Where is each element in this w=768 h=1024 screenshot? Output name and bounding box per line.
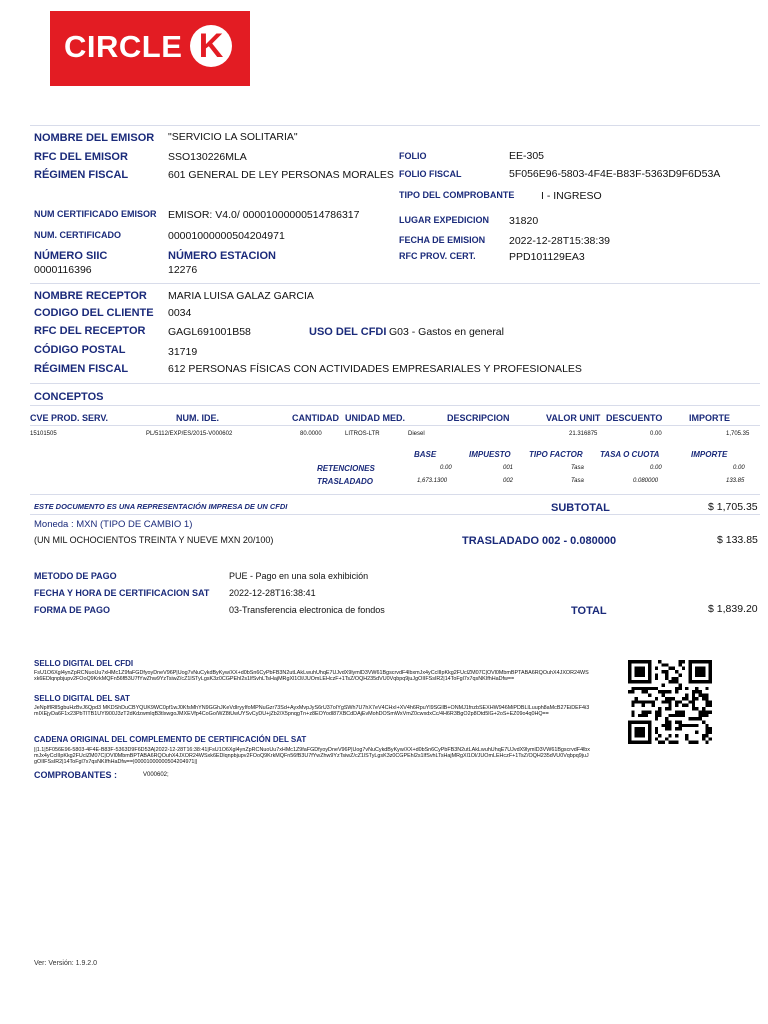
total: $ 1,839.20 xyxy=(708,603,758,615)
receptor-nombre: MARIA LUISA GALAZ GARCIA xyxy=(168,290,314,302)
col-importe: IMPORTE xyxy=(689,413,731,423)
siic: 0000116396 xyxy=(34,264,92,276)
retenciones-impuesto: 001 xyxy=(503,465,514,471)
receptor-nombre-label: NOMBRE RECEPTOR xyxy=(34,290,147,302)
col-valor-unit: VALOR UNIT xyxy=(546,413,601,423)
cell-num-ide: PL/5112/EXP/ES/2015-V000602 xyxy=(146,431,233,437)
receptor-regimen: 612 PERSONAS FÍSICAS CON ACTIVIDADES EMPRESARIALES Y PROFESIONALES xyxy=(168,363,582,375)
retenciones-tasa: 0.00 xyxy=(650,465,662,471)
num-cert-emisor: EMISOR: V4.0/ 00001000000514786317 xyxy=(168,209,360,221)
comprobantes-label: COMPROBANTES : xyxy=(34,770,117,780)
col-cve: CVE PROD. SERV. xyxy=(30,413,109,423)
metodo-pago: PUE - Pago en una sola exhibición xyxy=(229,571,369,581)
receptor-rfc: GAGL691001B58 xyxy=(168,326,251,338)
col-unidad: UNIDAD MED. xyxy=(345,413,405,423)
forma-pago-label: FORMA DE PAGO xyxy=(34,605,110,615)
rfc-prov-label: RFC PROV. CERT. xyxy=(399,251,476,261)
col-num-ide: NUM. IDE. xyxy=(176,413,220,423)
trasladado-tipo: Tasa xyxy=(571,478,584,484)
sello-cfdi-label: SELLO DIGITAL DEL CFDI xyxy=(34,659,134,668)
trasladado-label: TRASLADADO xyxy=(317,477,373,486)
logo-text: CIRCLE xyxy=(64,29,183,64)
emisor-nombre: "SERVICIO LA SOLITARIA" xyxy=(168,131,298,143)
fecha-cert-label: FECHA Y HORA DE CERTIFICACION SAT xyxy=(34,588,210,598)
cell-unidad: LITROS-LTR xyxy=(345,431,380,437)
retenciones-tipo: Tasa xyxy=(571,465,584,471)
folio-fiscal: 5F056E96-5803-4F4E-B83F-5363D9F6D53A xyxy=(509,168,721,180)
lugar-label: LUGAR EXPEDICION xyxy=(399,215,490,225)
emisor-regimen: 601 GENERAL DE LEY PERSONAS MORALES xyxy=(168,169,394,181)
col-descuento: DESCUENTO xyxy=(606,413,663,423)
receptor-rfc-label: RFC DEL RECEPTOR xyxy=(34,325,146,337)
folio: EE-305 xyxy=(509,150,545,162)
tax-col-base: BASE xyxy=(414,450,437,459)
trasladado-base: 1,673.1300 xyxy=(417,478,448,484)
retenciones-importe: 0.00 xyxy=(733,465,745,471)
codigo-postal: 31719 xyxy=(168,346,198,358)
uso-cfdi-label: USO DEL CFDI xyxy=(309,326,387,338)
cell-valor-unit: 21.316875 xyxy=(569,431,598,437)
codigo-postal-label: CÓDIGO POSTAL xyxy=(34,344,126,356)
version: Ver: Versión: 1.9.2.0 xyxy=(34,960,98,967)
cadena-label: CADENA ORIGINAL DEL COMPLEMENTO DE CERTIFICACIÓN DEL SAT xyxy=(34,735,307,744)
sello-sat-label: SELLO DIGITAL DEL SAT xyxy=(34,694,130,703)
cfdi-note: ESTE DOCUMENTO ES UNA REPRESENTACIÓN IMPRESA DE UN CFDI xyxy=(34,502,288,511)
moneda: Moneda : MXN (TIPO DE CAMBIO 1) xyxy=(34,519,193,530)
estacion-label: NÚMERO ESTACION xyxy=(168,250,276,262)
metodo-pago-label: METODO DE PAGO xyxy=(34,571,117,581)
cell-cantidad: 80.0000 xyxy=(300,431,322,437)
fecha-emision: 2022-12-28T15:38:39 xyxy=(509,235,610,247)
subtotal: $ 1,705.35 xyxy=(708,501,758,513)
qr-code xyxy=(628,660,712,744)
total-label: TOTAL xyxy=(571,605,607,617)
cell-cve: 15101505 xyxy=(30,431,57,437)
siic-label: NÚMERO SIIC xyxy=(34,250,108,262)
folio-fiscal-label: FOLIO FISCAL xyxy=(399,169,462,179)
divider xyxy=(30,125,760,126)
forma-pago: 03-Transferencia electronica de fondos xyxy=(229,605,385,615)
trasladado-total: $ 133.85 xyxy=(717,534,758,546)
retenciones-base: 0.00 xyxy=(440,465,452,471)
trasladado-impuesto: 002 xyxy=(503,478,514,484)
codigo-cliente-label: CODIGO DEL CLIENTE xyxy=(34,307,154,319)
tax-col-importe: IMPORTE xyxy=(691,450,728,459)
rfc-prov: PPD101129EA3 xyxy=(509,251,585,263)
num-cert: 00001000000504204971 xyxy=(168,230,285,242)
emisor-regimen-label: RÉGIMEN FISCAL xyxy=(34,169,129,181)
estacion: 12276 xyxy=(168,264,198,276)
divider xyxy=(30,383,760,384)
logo-k-letter: K xyxy=(198,27,224,65)
conceptos-title: CONCEPTOS xyxy=(34,391,104,403)
codigo-cliente: 0034 xyxy=(168,307,192,319)
cell-importe: 1,705.35 xyxy=(726,431,750,437)
tax-col-impuesto: IMPUESTO xyxy=(469,450,511,459)
divider xyxy=(30,425,760,426)
emisor-nombre-label: NOMBRE DEL EMISOR xyxy=(34,132,155,144)
trasladado-total-label: TRASLADADO 002 - 0.080000 xyxy=(462,535,617,547)
uso-cfdi: G03 - Gastos en general xyxy=(389,326,504,338)
circle-k-logo xyxy=(50,11,250,86)
fecha-emision-label: FECHA DE EMISION xyxy=(399,235,486,245)
receptor-regimen-label: RÉGIMEN FISCAL xyxy=(34,363,129,375)
col-cantidad: CANTIDAD xyxy=(292,413,339,423)
emisor-rfc: SSO130226MLA xyxy=(168,151,247,163)
sello-sat: JeNpIfIRll5gbuHzBvJ6Qpd3 MKDShDuCBYQUK9WC0pf1wJ0KfsMhYN9GGhJKeVdIryyIfoMPNuGzr73Sd+AyxMvpJyS6rU37oIYgSWh7U7hX7eV4CHxI+XV4h6RpuYl9SGllB+ONMJ1fnzbSEXHW946MiPDBLlLuuph8aMcB27EiDEF4i3mIXEjyDa6F1x23PbTITB1UYl900J3zT2dKdzwmlqB3tlxwgoJMXEVfp4CoGo/WZ8tUwUYSvCyDU+jZb2/X5pnqgTn+z8EOYodl87XBCdDAjEvMohDOSmWxVmZ0cwxdxCc/4H6R3BgO2p8Otd5lG+2oS+EZ09o4q0HQ== xyxy=(34,705,590,718)
subtotal-label: SUBTOTAL xyxy=(551,502,610,514)
lugar: 31820 xyxy=(509,215,539,227)
emisor-rfc-label: RFC DEL EMISOR xyxy=(34,151,128,163)
trasladado-importe: 133.85 xyxy=(726,478,745,484)
tipo-comprobante-label: TIPO DEL COMPROBANTE xyxy=(399,190,515,200)
num-cert-emisor-label: NUM CERTIFICADO EMISOR xyxy=(34,209,157,219)
cadena-original: ||1.1|5F056E96-5803-4F4E-B83F-5363D9F6D53A|2022-12-28T16:38:41|FsU1O6Xgl4ynZpRCNuoUu7xHMc1Z9faFGDfyoyDneV96P|Uog7vNuCykdByKyw/XX+d0bSn6CyPbFB3N2utLAkLwuhUhqE7UJvdX9lymlD3VW61BgscrvdF4lbxmJx4yCclIIpKkg2FUclZM07C|OVl0MbmBPTABA6RQOuhX4JXOR24WSxk6EDlqnpbjupv2FOoQ9KrkMQFn56fB3U7fYwZhw9YzTsiwZ/cZ1lSTyLgsK3z0CGPEhl2s1lfSvhLTsHajMRgXl1Ol/JUOmLEHczF+1TsZ/OQH235dVU0Vqbpq9juJgOIIFSsIR2|14ToFgl7x7qsNKIfhHaDfw==|00001000000504204971|| xyxy=(34,747,590,766)
col-descripcion: DESCRIPCION xyxy=(447,413,510,423)
divider xyxy=(30,494,760,495)
divider xyxy=(30,283,760,284)
retenciones-label: RETENCIONES xyxy=(317,464,375,473)
tipo-comprobante: I - INGRESO xyxy=(541,190,602,202)
divider xyxy=(30,514,760,515)
folio-label: FOLIO xyxy=(399,151,427,161)
tax-col-tasa: TASA O CUOTA xyxy=(600,450,660,459)
fecha-cert: 2022-12-28T16:38:41 xyxy=(229,588,316,598)
comprobantes: V000602; xyxy=(143,772,169,778)
num-cert-label: NUM. CERTIFICADO xyxy=(34,230,121,240)
cell-descuento: 0.00 xyxy=(650,431,662,437)
trasladado-tasa: 0.080000 xyxy=(633,478,659,484)
divider xyxy=(30,405,760,406)
total-en-letra: (UN MIL OCHOCIENTOS TREINTA Y NUEVE MXN 20/100) xyxy=(34,535,274,545)
tax-col-tipo-factor: TIPO FACTOR xyxy=(529,450,583,459)
cell-descripcion: Diesel xyxy=(408,431,425,437)
sello-cfdi: FsU1O6Xgl4ynZpRCNuoUu7xHMc1Z9faFGDfyoyDneV96P|Uog7vNuCykdByKyw/XX+d0bSn6CyPbFB3N2utLAkLwuhUhqE7UJvdX9lymlD3VW61BgscrvdF4lbxmJx4yCclIIpKkg2FUclZM07C|OVl0MbmBPTABA6RQOuhX4JXOR24WSxk6EDlqnpbjupv2FOoQ9KrkMQFn56fB3U7fYwZhw9YzTsiwZ/cZ1lSTyLgsK3z0CGPEhl2s1lfSvhLTsHajMRgXl1Ol/JUOmLEHczF+1TsZ/OQH235dVU0Vqbpq9juJgOIIFSsIR2|14ToFgl7x7qsNKIfhHaDfw== xyxy=(34,670,589,683)
